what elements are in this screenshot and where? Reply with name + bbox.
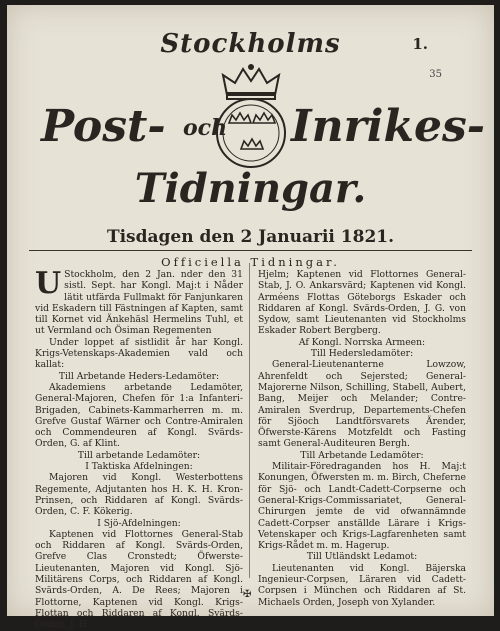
royal-crest-icon: [205, 61, 297, 173]
footer-mark: ✠: [243, 589, 252, 600]
masthead-och: och: [183, 115, 228, 141]
article-paragraph: Kaptenen vid Flottornes General-Stab och Riddaren af Kongl. Svärds-Orden, Grefve Clas Cronstedt; Öfwerste-Lieutenanten, Majoren vid Kongl. Sjö-Militärens Corps, och Riddaren af Kongl. Svärds-Orden, A. De Rees; Majoren i Flottorne, Kaptenen vid Kongl. Krigs-Flottan och Riddaren af Kongl. Svärds-Orden, J. H.: [35, 528, 243, 631]
article-paragraph: Till Hedersledamöter:: [310, 348, 414, 360]
pen-mark: 35: [429, 69, 442, 80]
article-paragraph: Till arbetande Ledamöter:: [77, 449, 201, 461]
right-column: [258, 269, 466, 608]
article-paragraph: Hjelm; Kaptenen vid Flottornes General-Stab, J. O. Ankarsvärd; Kaptenen vid Kongl. Arméens Flottas Göteborgs Eskader och Riddaren af Kongl. Svärds-Orden, J. G. von Sydow, samt Lieutenanten vid Stockholms Eskader Robert Bergberg.: [258, 269, 466, 337]
top-rule: [29, 250, 472, 251]
article-paragraph: Till Utländskt Ledamot:: [306, 551, 418, 563]
article-paragraph: Majoren vid Kongl. Westerbottens Regemente, Adjutanten hos H. K. H. Kron-Prinsen, och Riddaren af Kongl. Svärds-Orden, C. F. Kökerig.: [35, 472, 243, 518]
article-paragraph: I Sjö-Afdelningen:: [97, 517, 181, 529]
dateline: Tisdagen den 2 Januarii 1821.: [106, 227, 395, 247]
drop-cap: U: [35, 266, 62, 301]
column-divider: [249, 263, 250, 578]
newspaper-page: [7, 5, 494, 631]
article-paragraph: General-Lieutenanterne Lowzow, Ahrenfeldt och Sejersted; General-Majorerne Nilson, Schilling, Stabell, Aubert, Bang, Meijer och Melander; Contre-Amiralen Sverdrup, Departements-Chefen för Sjöoch Landtförsvarets Ärender, Öfwerste-Kärens Motzfeldt och Fasting samt General-Auditeuren Bergh.: [258, 359, 466, 450]
masthead-line3: Tidningar.: [134, 165, 367, 212]
article-paragraph: Militair-Föredraganden hos H. Maj:t Konungen, Öfwersten m. m. Birch, Cheferne för Sjö- och Landt-Cadett-Corpserne och General-Krigs-Commissariatet, General-Chirurgen jemte de vid ofwannämnde Cadett-Corpser anställde Lärare i Krigs-Vetenskaper och Krigs-Lagfarenheten samt Krigs-Rådet m. m. Hagerup.: [258, 461, 466, 552]
issue-number: 1.: [412, 35, 428, 53]
section-title: Officiella Tidningar.: [161, 255, 340, 269]
article-paragraph: Af Kongl. Norrska Armeen:: [298, 336, 426, 348]
article-paragraph: Lieutenanten vid Kongl. Bäjerska Ingenieur-Corpsen, Läraren vid Cadett-Corpsen i München och Riddaren af St. Michaels Orden, Joseph von Xylander.: [258, 562, 466, 608]
article-paragraph: Akademiens arbetande Ledamöter, General-Majoren, Chefen för 1:a Infanteri-Brigaden, Cabinets-Kammarherren m. m. Grefve Gustaf Wärner och Contre-Amiralen och Commendeuren af Kongl. Svärds-Orden, G. af Klint.: [35, 381, 243, 450]
masthead-inrikes: Inrikes-: [291, 101, 485, 152]
masthead-post: Post-: [41, 101, 166, 152]
article-paragraph: Till Arbetande Heders-Ledamöter:: [58, 370, 220, 382]
left-column: [35, 266, 243, 631]
article-paragraph: Till Arbetande Ledamöter:: [300, 449, 424, 461]
article-paragraph: I Taktiska Afdelningen:: [85, 461, 193, 473]
article-text: Stockholm, den 2 Jan. nder den 31 sistl. Sept. har Kongl. Maj:t i Nåder lätit utfärda Fullmakt för Fanjunkaren vid Eskadern till Fästningen af Kapten, samt till Kornet vid Änkehäsl Hermelins Tuhl, et ut Vermland och Ösiman Regementen: [35, 269, 243, 337]
article-paragraph: [35, 266, 243, 337]
article-paragraph: Under loppet af sistlidit år har Kongl. Krigs-Vetenskaps-Akademien vald och kallat:: [35, 336, 243, 371]
masthead-line1: Stockholms: [160, 29, 341, 59]
